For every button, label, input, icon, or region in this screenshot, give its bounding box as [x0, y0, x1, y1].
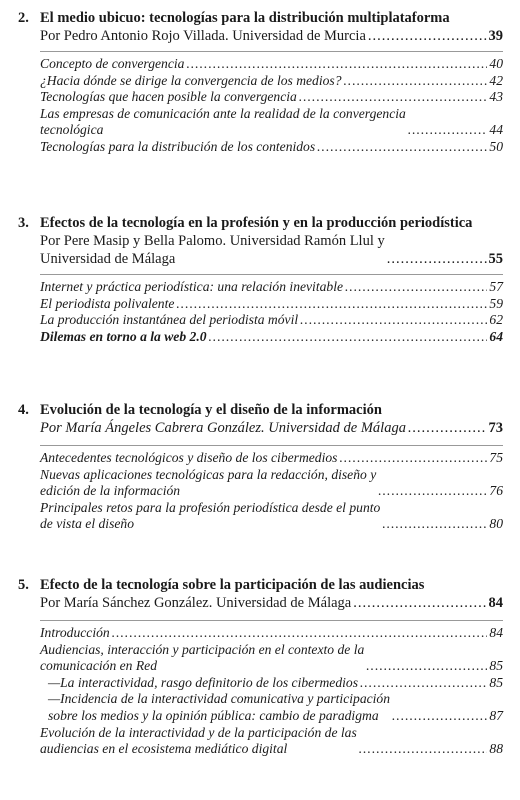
leader-dots: [299, 89, 488, 106]
toc-entry: [40, 106, 503, 139]
toc-entry: [40, 329, 503, 346]
chapter-title: [18, 402, 503, 419]
toc-entry: [40, 139, 503, 156]
toc-entry: [40, 625, 503, 642]
leader-dots: [186, 56, 487, 73]
chapter-number: 3.: [18, 215, 29, 231]
chapter-number: 4.: [18, 402, 29, 418]
entry-text: Las empresas de comunicación ante la realidad de la convergencia tecnológica: [40, 105, 406, 138]
chapter-author-line: [40, 27, 503, 45]
entry-text: Antecedentes tecnológicos y diseño de los cibermedios: [40, 450, 338, 465]
leader-dots: [366, 658, 487, 675]
entry-text: La producción instantánea del periodista móvil: [40, 312, 299, 328]
toc-entry: [40, 467, 503, 500]
toc-entry: [40, 56, 503, 73]
chapter-title: [18, 577, 503, 594]
toc-entry: [40, 296, 503, 313]
toc-entry: [40, 500, 503, 533]
leader-dots: [359, 741, 488, 758]
leader-dots: [300, 312, 487, 329]
chapter-author: Por María Ángeles Cabrera González. Universidad de Málaga: [40, 420, 406, 436]
toc-entry: [40, 642, 503, 675]
leader-dots: [368, 27, 487, 45]
chapter-entries: [40, 274, 503, 345]
chapter-page: 84: [488, 595, 503, 611]
toc-subentry: [40, 691, 503, 724]
entry-text: Dilemas en torno a la web 2.0: [40, 328, 207, 344]
chapter-title: [18, 10, 503, 27]
entry-text: Audiencias, interacción y participación en el contexto de la comunicación en Red: [40, 641, 365, 674]
toc-entry: [40, 73, 503, 90]
chapter-5: [18, 577, 503, 758]
leader-dots: [392, 708, 487, 725]
chapter-author: Por María Sánchez González. Universidad de Málaga: [40, 595, 352, 611]
chapter-title-text: Evolución de la tecnología y el diseño de la información: [40, 402, 382, 418]
entry-text: Concepto de convergencia: [40, 56, 185, 71]
toc-entry: [40, 89, 503, 106]
leader-dots: [408, 122, 488, 139]
entry-text: —Incidencia de la interactividad comunicativa y participación sobre los medios y la opinión pública: cambio de paradigma: [48, 691, 391, 723]
toc-entry: [40, 450, 503, 467]
entry-page: 43: [489, 89, 503, 105]
entry-text: Internet y práctica periodística: una relación inevitable: [40, 279, 344, 294]
leader-dots: [209, 329, 488, 346]
entry-text: Tecnologías para la distribución de los contenidos: [40, 138, 316, 154]
chapter-entries: [40, 51, 503, 156]
entry-page: 84: [489, 625, 503, 640]
entry-text: —La interactividad, rasgo definitorio de los cibermedios: [48, 674, 358, 690]
entry-page: 62: [489, 312, 503, 328]
entry-page: 80: [489, 516, 503, 532]
leader-dots: [339, 450, 487, 467]
chapter-author: Por Pedro Antonio Rojo Villada. Universidad de Murcia: [40, 28, 366, 44]
entry-text: Evolución de la interactividad y de la participación de las audiencias en el ecosistema mediático digital: [40, 724, 357, 757]
entry-page: 75: [489, 450, 503, 465]
toc-entry: [40, 725, 503, 758]
entry-text: ¿Hacia dónde se dirige la convergencia de los medios?: [40, 72, 342, 88]
chapter-title-text: Efectos de la tecnología en la profesión y en la producción periodística: [40, 215, 473, 231]
entry-page: 64: [489, 328, 503, 344]
entry-text: Tecnologías que hacen posible la convergencia: [40, 89, 297, 105]
leader-dots: [378, 483, 487, 500]
leader-dots: [360, 675, 487, 692]
entry-page: 87: [489, 707, 503, 723]
leader-dots: [387, 250, 487, 268]
entry-page: 85: [489, 674, 503, 690]
entry-page: 50: [489, 138, 503, 154]
entry-text: El periodista polivalente: [40, 295, 175, 311]
chapter-title: [18, 215, 503, 232]
leader-dots: [112, 625, 488, 642]
chapter-4: [18, 402, 503, 533]
chapter-number: 2.: [18, 10, 29, 26]
entry-page: 44: [489, 122, 503, 138]
chapter-entries: [40, 445, 503, 533]
chapter-author: Por Pere Masip y Bella Palomo. Universidad Ramón Llul y Universidad de Málaga: [40, 233, 385, 267]
entry-page: 88: [489, 741, 503, 757]
chapter-title-text: Efecto de la tecnología sobre la participación de las audiencias: [40, 577, 425, 593]
chapter-page: 55: [488, 251, 503, 267]
chapter-author-line: [40, 594, 503, 612]
toc-subentry: [40, 675, 503, 692]
entry-text: Nuevas aplicaciones tecnológicas para la redacción, diseño y edición de la información: [40, 466, 377, 499]
entry-page: 40: [489, 56, 503, 71]
entry-text: Principales retos para la profesión periodística desde el punto de vista el diseño: [40, 499, 381, 532]
leader-dots: [353, 594, 486, 612]
chapter-author-line: [40, 419, 503, 437]
chapter-page: 73: [488, 420, 503, 436]
chapter-title-text: El medio ubicuo: tecnologías para la distribución multiplataforma: [40, 10, 450, 26]
entry-page: 59: [489, 295, 503, 311]
entry-page: 57: [489, 279, 503, 294]
leader-dots: [382, 516, 487, 533]
leader-dots: [344, 73, 488, 90]
entry-text: Introducción: [40, 625, 110, 640]
chapter-entries: [40, 620, 503, 758]
toc-entry: [40, 279, 503, 296]
leader-dots: [345, 279, 487, 296]
chapter-author-line: [40, 232, 503, 268]
chapter-2: [18, 10, 503, 156]
chapter-number: 5.: [18, 577, 29, 593]
entry-page: 42: [489, 72, 503, 88]
leader-dots: [176, 296, 487, 313]
leader-dots: [408, 419, 487, 437]
chapter-3: [18, 215, 503, 345]
leader-dots: [317, 139, 487, 156]
entry-page: 85: [489, 658, 503, 674]
toc-entry: [40, 312, 503, 329]
chapter-page: 39: [488, 28, 503, 44]
entry-page: 76: [489, 483, 503, 499]
